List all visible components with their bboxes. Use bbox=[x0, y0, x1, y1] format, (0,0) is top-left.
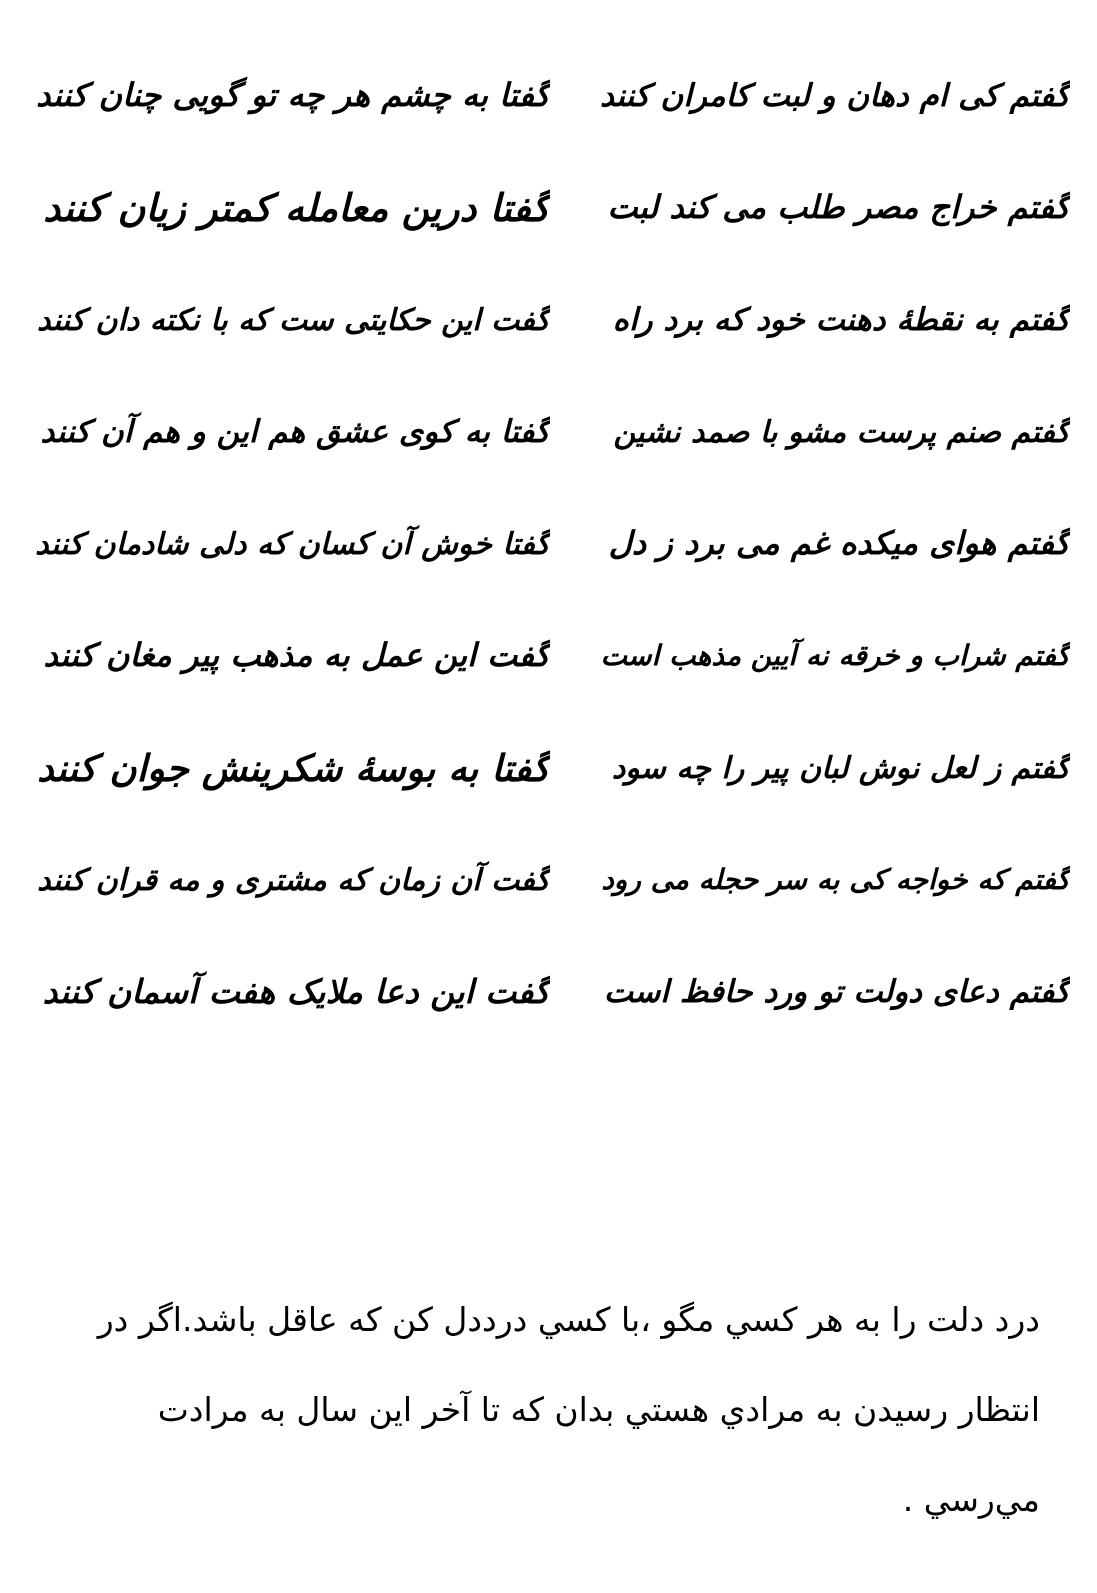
verse-line: گفتم هوای میکده غم می برد ز دل bbox=[608, 524, 1070, 563]
verse-line: گفتا به چشم هر چه تو گویی چنان کنند bbox=[36, 76, 550, 115]
verse-line: گفت این عمل به مذهب پیر مغان کنند bbox=[43, 636, 550, 675]
verse-line: گفتم کی ام دهان و لبت کامران کنند bbox=[600, 77, 1070, 114]
verse-line: گفت این حکایتی ست که با نکته دان کنند bbox=[36, 302, 550, 338]
second-hemistich-column bbox=[30, 40, 550, 1048]
verse-line: گفت این دعا ملایک هفت آسمان کنند bbox=[42, 971, 550, 1011]
ghazal-poem bbox=[30, 40, 1070, 1070]
verse-line: گفتم صنم پرست مشو با صمد نشین bbox=[613, 414, 1070, 450]
interpretation-paragraph: درد دلت را به هر كسي مگو ،با كسي درددل كن كه عاقل باشد.اگر در انتظار رسيدن به مرادي هستي بدان كه تا آخر اين سال به مرادت مي‌رسي . bbox=[97, 1300, 1040, 1519]
verse-line: گفتا به کوی عشق هم این و هم آن کنند bbox=[40, 413, 550, 450]
verse-line: گفتم خراج مصر طلب می کند لبت bbox=[607, 188, 1070, 227]
first-hemistich-column bbox=[600, 40, 1070, 1048]
verse-line: گفت آن زمان که مشتری و مه قران کنند bbox=[37, 862, 550, 898]
verse-line: گفتم به نقطهٔ دهنت خود که برد راه bbox=[612, 301, 1070, 338]
verse-line: گفتا به بوسهٔ شکرینش جوان کنند bbox=[37, 745, 550, 790]
verse-line: گفتم شراب و خرقه نه آیین مذهب است bbox=[600, 638, 1070, 672]
verse-line: گفتم ز لعل نوش لبان پیر را چه سود bbox=[611, 750, 1070, 786]
verse-line: گفتا خوش آن کسان که دلی شادمان کنند bbox=[35, 526, 550, 562]
verse-line: گفتا درین معامله کمتر زیان کنند bbox=[43, 185, 550, 231]
verse-line: گفتم دعای دولت تو ورد حافظ است bbox=[603, 973, 1070, 1010]
verse-line: گفتم که خواجه کی به سر حجله می رود bbox=[601, 862, 1070, 896]
